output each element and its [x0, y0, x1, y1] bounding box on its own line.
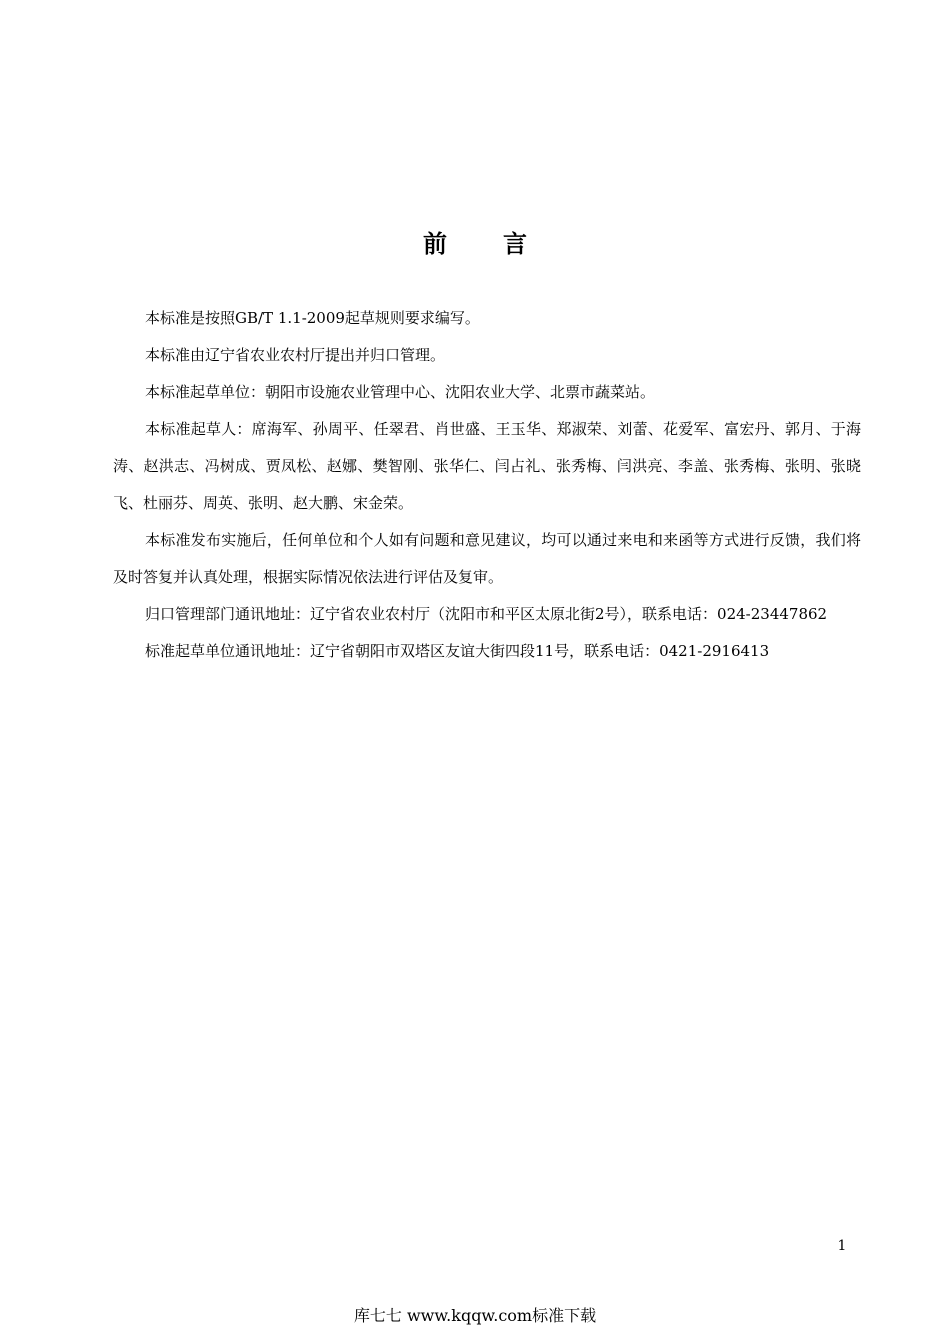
- paragraph-feedback: 本标准发布实施后，任何单位和个人如有问题和意见建议，均可以通过来电和来函等方式进行反馈，我们将及时答复并认真处理，根据实际情况依法进行评估及复审。: [113, 531, 861, 586]
- page-number: 1: [837, 1238, 847, 1254]
- paragraph-drafter-address: 标准起草单位通讯地址：辽宁省朝阳市双塔区友谊大街四段11号，联系电话：0421-2916413: [145, 642, 770, 660]
- page-title: 前言: [423, 230, 583, 259]
- paragraph-drafting-rules: 本标准是按照GB/T 1.1-2009起草规则要求编写。: [145, 309, 480, 327]
- paragraph-proposer: 本标准由辽宁省农业农村厅提出并归口管理。: [145, 346, 446, 364]
- document-body: [113, 300, 861, 670]
- paragraph-drafters: 本标准起草人：席海军、孙周平、任翠君、肖世盛、王玉华、郑淑荣、刘蕾、花爱军、富宏丹、郭月、于海涛、赵洪志、冯树成、贾凤松、赵娜、樊智刚、张华仁、闫占礼、张秀梅、闫洪亮、李盖、张秀梅、张明、张晓飞、杜丽芬、周英、张明、赵大鹏、宋金荣。: [113, 420, 861, 512]
- footer-watermark: 库七七 www.kqqw.com标准下载: [353, 1306, 597, 1325]
- paragraph-drafting-units: 本标准起草单位：朝阳市设施农业管理中心、沈阳农业大学、北票市蔬菜站。: [145, 383, 656, 401]
- paragraph-management-address: 归口管理部门通讯地址：辽宁省农业农村厅（沈阳市和平区太原北街2号），联系电话：024-23447862: [145, 605, 828, 623]
